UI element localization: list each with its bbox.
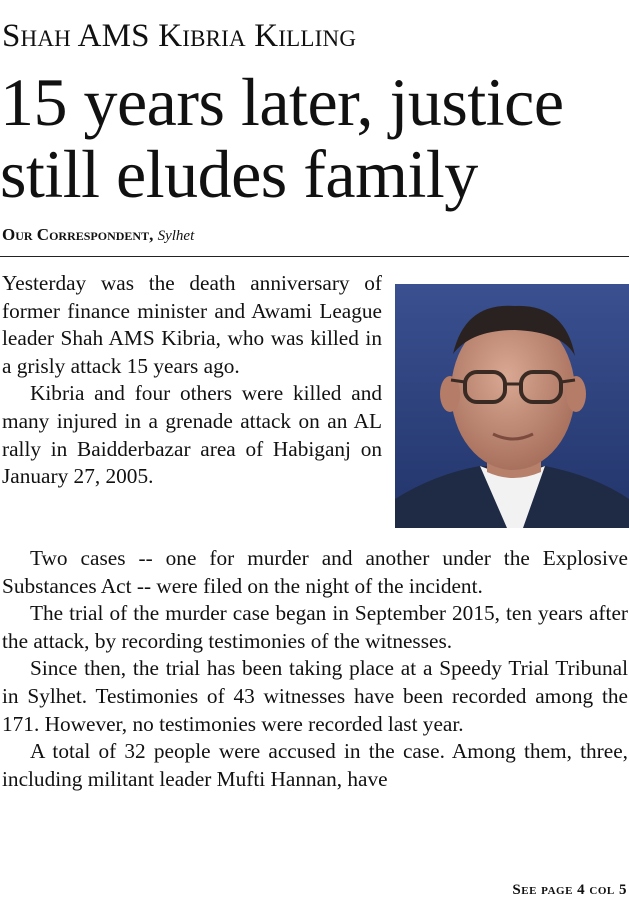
paragraph-6: A total of 32 people were accused in the case. Among them, three, including militant leader Mufti Hannan, have (2, 739, 628, 791)
byline-name: Our Correspondent, (2, 225, 154, 244)
paragraph-5: Since then, the trial has been taking place at a Speedy Trial Tribunal in Sylhet. Testimonies of 43 witnesses have been recorded among the 171. However, no testimonies were recorded last year. (2, 656, 628, 736)
paragraph-4: The trial of the murder case began in September 2015, ten years after the attack, by recording testimonies of the witnesses. (2, 601, 628, 653)
continuation-note: See page 4 col 5 (512, 882, 627, 898)
paragraph-3: Two cases -- one for murder and another under the Explosive Substances Act -- were filed on the night of the incident. (2, 546, 628, 598)
byline (2, 224, 194, 247)
headline: 15 years later, justice still eludes family (0, 64, 564, 212)
portrait-photo (395, 284, 629, 528)
kicker: Shah AMS Kibria Killing (2, 18, 357, 54)
byline-rule (0, 256, 629, 257)
article-column-top (2, 270, 382, 491)
byline-place: Sylhet (157, 228, 195, 244)
paragraph-1: Yesterday was the death anniversary of former finance minister and Awami League leader Shah AMS Kibria, who was killed in a grisly attack 15 years ago. (2, 271, 382, 378)
paragraph-2: Kibria and four others were killed and many injured in a grenade attack on an AL rally in Baidderbazar area of Habiganj on January 27, 2005. (2, 381, 382, 489)
article-body-full (2, 545, 628, 793)
